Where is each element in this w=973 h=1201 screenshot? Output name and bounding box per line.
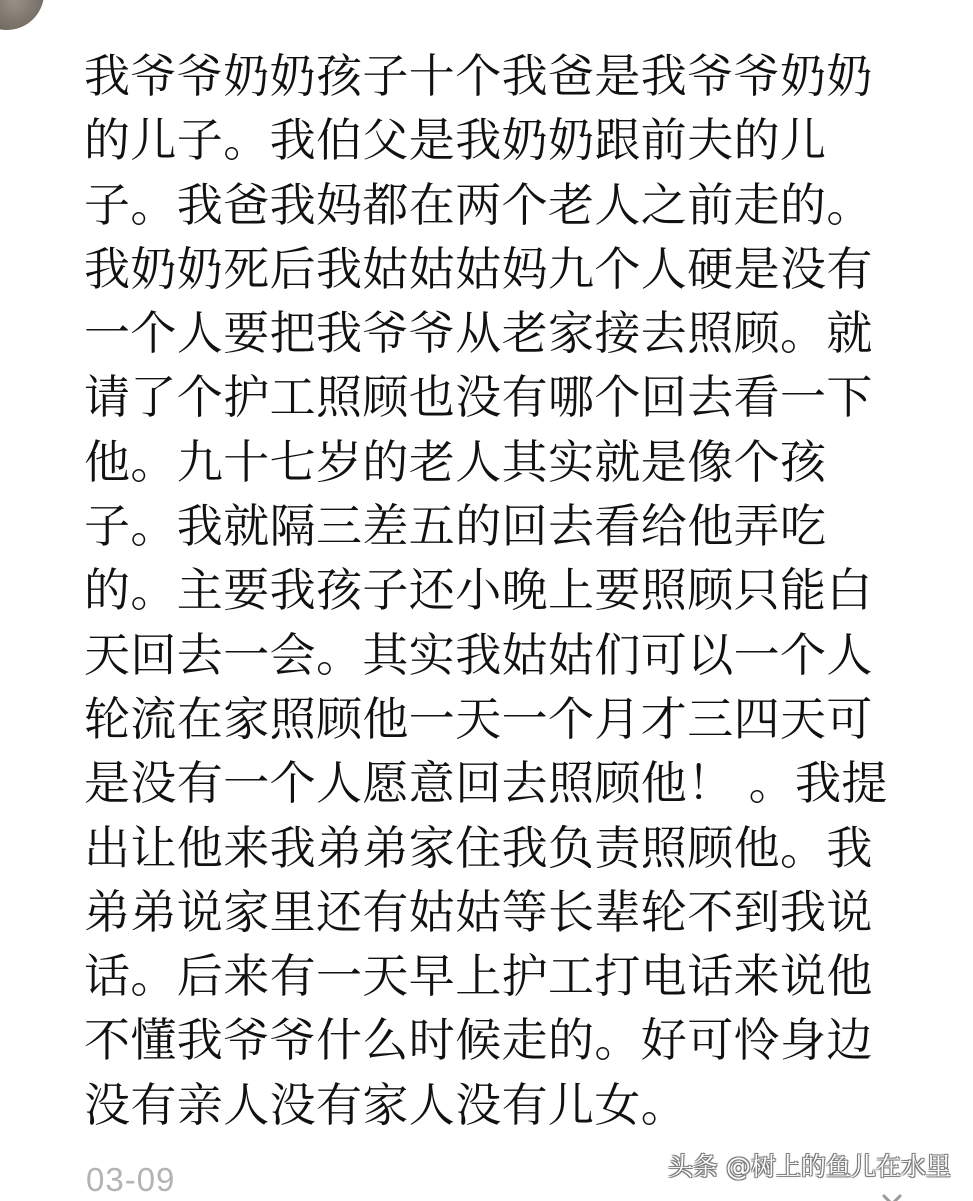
post-line: 的儿子。我伯父是我奶奶跟前夫的儿: [84, 113, 827, 168]
close-icon[interactable]: [880, 1192, 904, 1201]
post-date: 03-09: [86, 1161, 176, 1198]
post-line: 轮流在家照顾他一天一个月才三四天可: [84, 691, 873, 746]
post-line: 子。我爸我妈都在两个老人之前走的。: [84, 177, 873, 232]
post-line: 他。九十七岁的老人其实就是像个孩: [84, 434, 827, 489]
post-line: 不懂我爷爷什么时候走的。好可怜身边: [84, 1013, 873, 1068]
post-line: 一个人要把我爷爷从老家接去照顾。就: [84, 306, 873, 361]
post-line: 请了个护工照顾也没有哪个回去看一下: [84, 370, 873, 425]
post-line: 没有亲人没有家人没有儿女。: [84, 1077, 688, 1132]
post-line: 的。主要我孩子还小晚上要照顾只能白: [84, 563, 873, 618]
post-line: 我奶奶死后我姑姑姑妈九个人硬是没有: [84, 241, 873, 296]
post-line: 我爷爷奶奶孩子十个我爸是我爷爷奶奶: [84, 49, 873, 103]
post-line: 出让他来我弟弟家住我负责照顾他。我: [84, 820, 873, 875]
avatar[interactable]: [0, 0, 44, 30]
post-line: 天回去一会。其实我姑姑们可以一个人: [84, 627, 873, 682]
post-line: 子。我就隔三差五的回去看给他弄吃: [84, 499, 827, 554]
post-text: [84, 44, 914, 1137]
post-line: 话。后来有一天早上护工打电话来说他: [84, 949, 873, 1004]
post-line: 弟弟说家里还有姑姑等长辈轮不到我说: [84, 884, 873, 939]
post-line: 是没有一个人愿意回去照顾他！ 。我提: [84, 756, 888, 811]
watermark: 头条 @树上的鱼儿在水里: [668, 1152, 951, 1181]
